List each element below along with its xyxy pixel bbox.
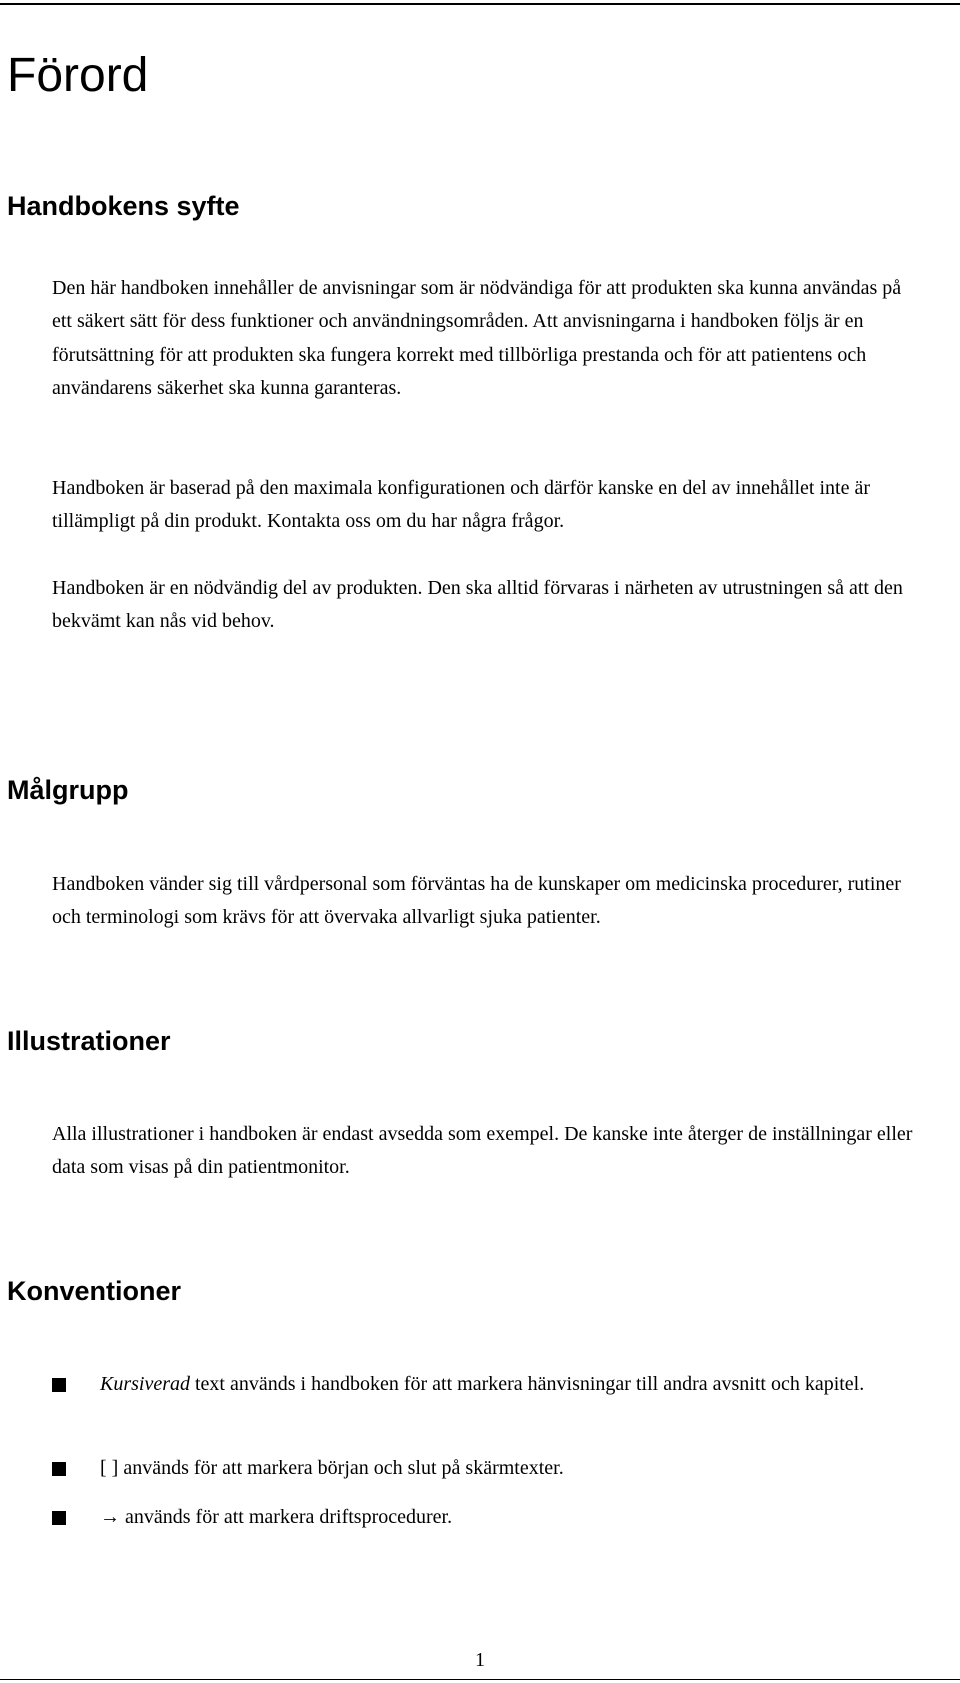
heading-conventions: Konventioner	[7, 1276, 182, 1306]
square-bullet-icon	[52, 1511, 66, 1525]
audience-paragraph: Handboken vänder sig till vårdpersonal som förväntas ha de kunskaper om medicinska procedurer, rutiner och terminologi som krävs för att övervaka allvarligt sjuka patienter.	[52, 873, 901, 929]
list-item-text	[100, 1368, 920, 1401]
purpose-paragraph-1: Den här handboken innehåller de anvisningar som är nödvändiga för att produkten ska kunna användas på ett säkert sätt för dess funktioner och användningsområden. Att anvisningarna i handboken följs är en förutsättning för att produkten ska fungera korrekt med tillbörliga prestanda och för att patientens och användarens säkerhet ska kunna garanteras.	[52, 277, 902, 400]
page-number: 1	[475, 1649, 485, 1671]
list-item-text: → används för att markera driftsprocedurer.	[100, 1506, 453, 1528]
italic-emphasis: Kursiverad	[100, 1373, 190, 1395]
header-rule	[0, 3, 960, 5]
purpose-paragraph-3: Handboken är en nödvändig del av produkten. Den ska alltid förvaras i närheten av utrustningen så att den bekvämt kan nås vid behov.	[52, 577, 903, 633]
list-item-rest: text används i handboken för att markera hänvisningar till andra avsnitt och kapitel.	[190, 1373, 865, 1395]
illustrations-paragraph: Alla illustrationer i handboken är endast avsedda som exempel. De kanske inte återger de inställningar eller data som visas på din patientmonitor.	[52, 1123, 913, 1179]
heading-purpose: Handbokens syfte	[7, 191, 240, 221]
page-title: Förord	[7, 49, 149, 102]
purpose-paragraph-2: Handboken är baserad på den maximala konfigurationen och därför kanske en del av innehållet inte är tillämpligt på din produkt. Kontakta oss om du har några frågor.	[52, 477, 871, 533]
square-bullet-icon	[52, 1462, 66, 1476]
heading-illustrations: Illustrationer	[7, 1026, 171, 1056]
footer-rule	[0, 1679, 960, 1680]
square-bullet-icon	[52, 1378, 66, 1392]
heading-audience: Målgrupp	[7, 775, 129, 805]
list-item-text: [ ] används för att markera början och slut på skärmtexter.	[100, 1457, 564, 1479]
